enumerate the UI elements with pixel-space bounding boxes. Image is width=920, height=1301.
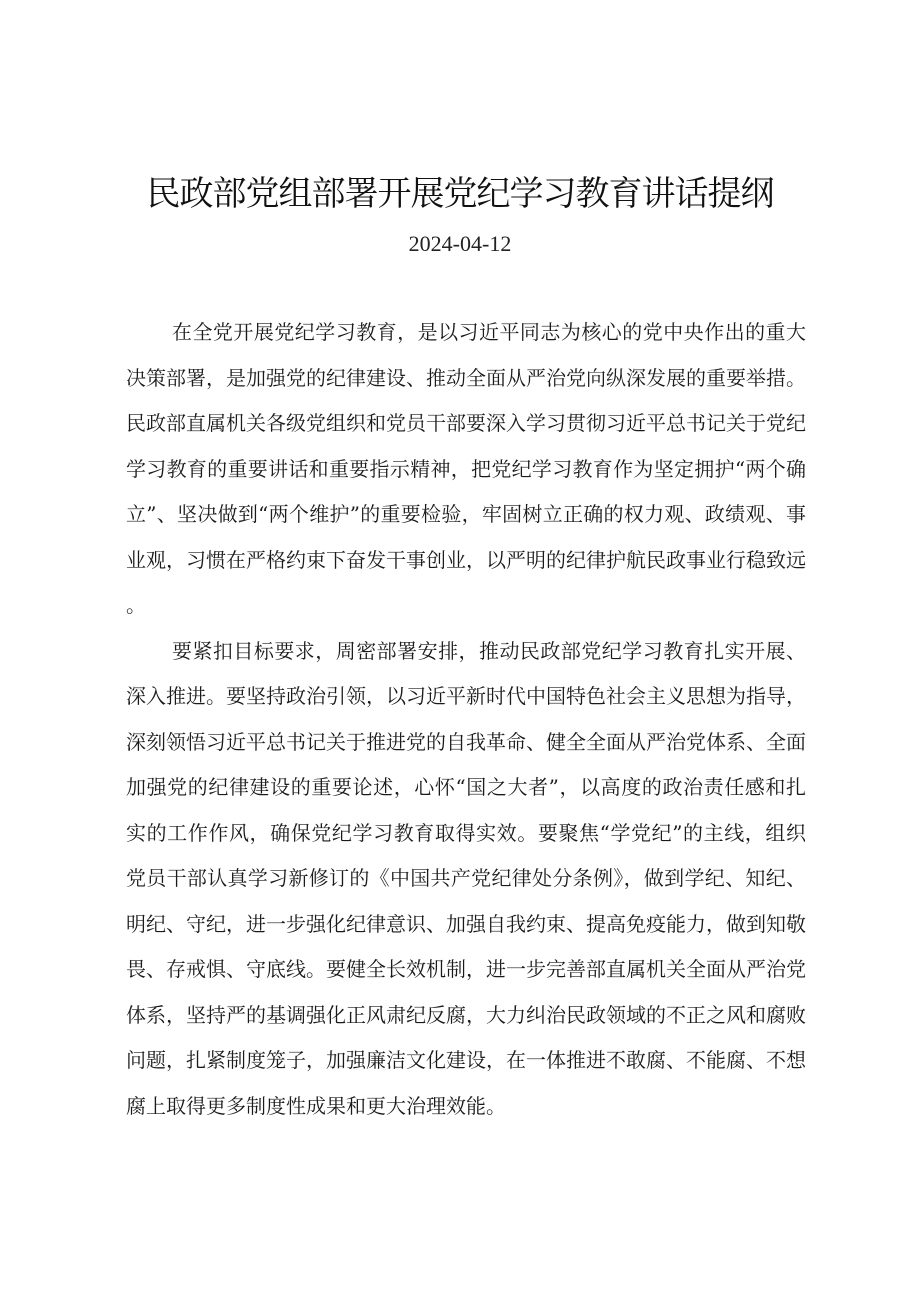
body-paragraph-2: 要紧扣目标要求，周密部署安排，推动民政部党纪学习教育扎实开展、深入推进。要坚持政治引领，以习近平新时代中国特色社会主义思想为指导，深刻领悟习近平总书记关于推进党的自我革命、健全全面从严治党体系、全面加强党的纪律建设的重要论述，心怀“国之大者”，以高度的政治责任感和扎实的工作作风，确保党纪学习教育取得实效。要聚焦“学党纪”的主线，组织党员干部认真学习新修订的《中国共产党纪律处分条例》，做到学纪、知纪、明纪、守纪，进一步强化纪律意识、加强自我约束、提高免疫能力，做到知敬畏、存戒惧、守底线。要健全长效机制，进一步完善部直属机关全面从严治党体系，坚持严的基调强化正风肃纪反腐，大力纠治民政领域的不正之风和腐败问题，扎紧制度笼子，加强廉洁文化建设，在一体推进不敢腐、不能腐、不想腐上取得更多制度性成果和更大治理效能。 <box>126 638 806 1118</box>
document-body <box>126 310 806 1129</box>
document-title: 民政部党组部署开展党纪学习教育讲话提纲 <box>146 174 774 214</box>
body-paragraph-1: 在全党开展党纪学习教育，是以习近平同志为核心的党中央作出的重大决策部署，是加强党的纪律建设、推动全面从严治党向纵深发展的重要举措。民政部直属机关各级党组织和党员干部要深入学习贯彻习近平总书记关于党纪学习教育的重要讲话和重要指示精神，把党纪学习教育作为坚定拥护“两个确立”、坚决做到“两个维护”的重要检验，牢固树立正确的权力观、政绩观、事业观，习惯在严格约束下奋发干事创业，以严明的纪律护航民政事业行稳致远。 <box>126 320 806 617</box>
document-date: 2024-04-12 <box>408 231 512 256</box>
